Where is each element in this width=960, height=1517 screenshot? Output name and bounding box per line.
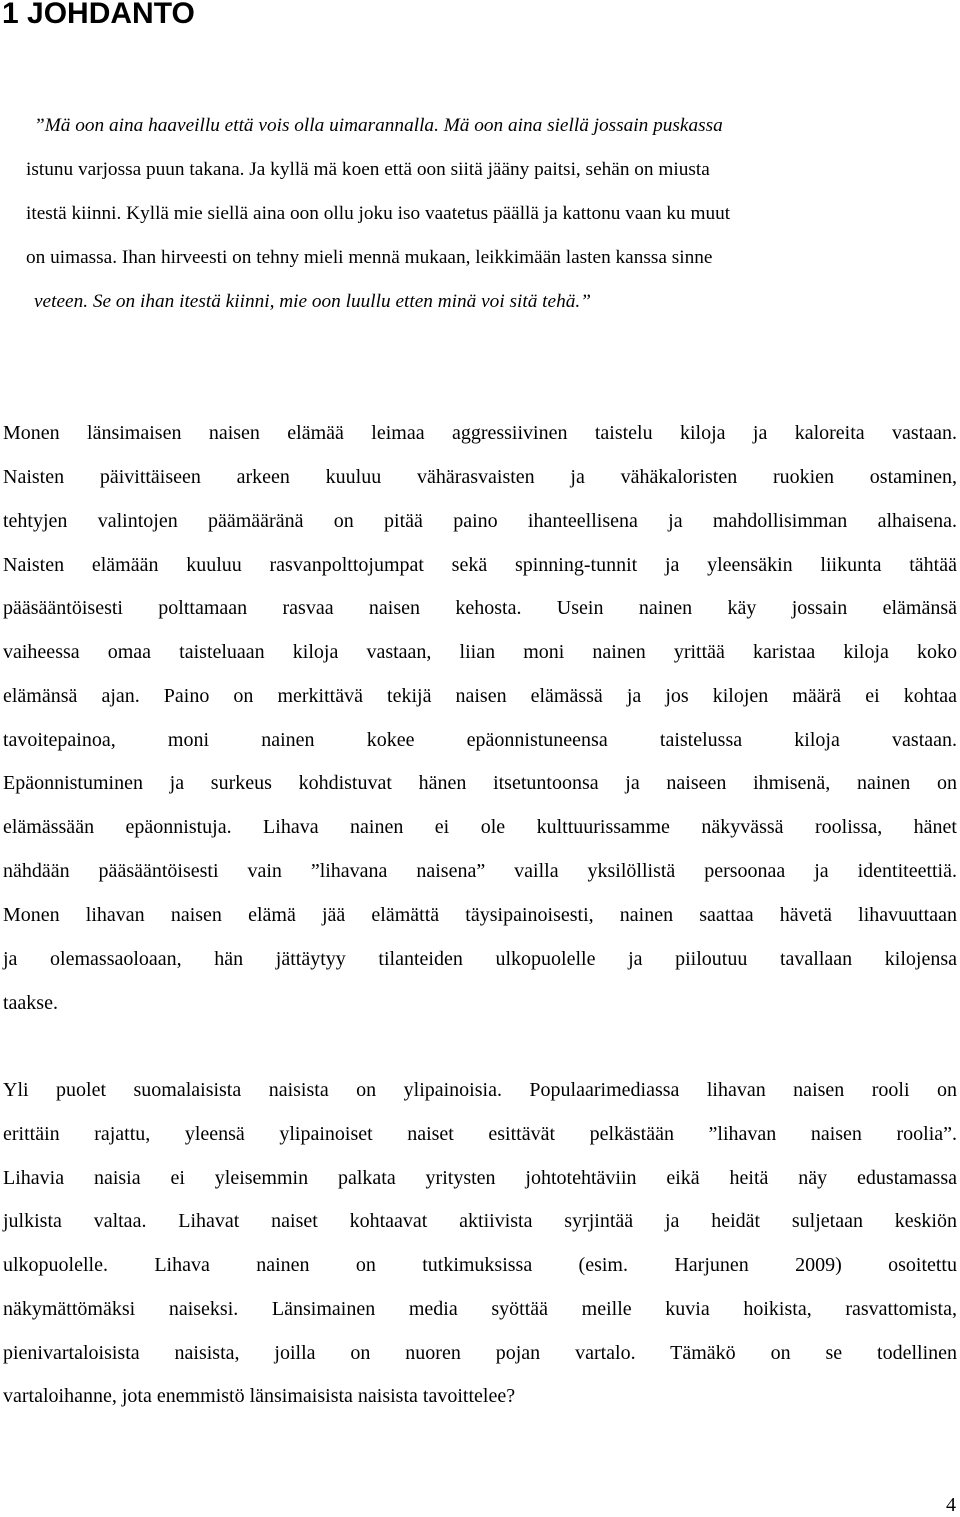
paragraph-line: näkymättömäksi naiseksi. Länsimainen media syöttää meille kuvia hoikista, rasvattomista, bbox=[3, 1298, 957, 1320]
paragraph-line: nähdään pääsääntöisesti vain ”lihavana naisena” vailla yksilöllistä persoonaa ja identiteettiä. bbox=[3, 860, 957, 882]
paragraph-line: elämänsä ajan. Paino on merkittävä tekijä naisen elämässä ja jos kilojen määrä ei kohtaa bbox=[3, 685, 957, 707]
paragraph-line: Naisten elämään kuuluu rasvanpolttojumpat sekä spinning-tunnit ja yleensäkin liikunta tähtää bbox=[3, 554, 957, 576]
page-number: 4 bbox=[946, 1494, 956, 1516]
paragraph-line: ja olemassaoloaan, hän jättäytyy tilanteiden ulkopuolelle ja piiloutuu tavallaan kilojensa bbox=[3, 948, 957, 970]
quote-line: istunu varjossa puun takana. Ja kyllä mä koen että oon siitä jääny paitsi, sehän on miusta bbox=[26, 159, 710, 180]
quote-line: itestä kiinni. Kyllä mie siellä aina oon ollu joku iso vaatetus päällä ja kattonu vaan ku muut bbox=[26, 203, 731, 224]
quote-line: veteen. Se on ihan itestä kiinni, mie oon luullu etten minä voi sitä tehä.” bbox=[34, 291, 591, 312]
quote-line: ”Mä oon aina haaveillu että vois olla uimarannalla. Mä oon aina siellä jossain puskassa bbox=[34, 115, 723, 136]
paragraph-line: elämässään epäonnistuja. Lihava nainen ei ole kulttuurissamme näkyvässä roolissa, hänet bbox=[3, 816, 957, 838]
paragraph-line: tehtyjen valintojen päämääränä on pitää paino ihanteellisena ja mahdollisimman alhaisena. bbox=[3, 510, 957, 532]
paragraph-line: pääsääntöisesti polttamaan rasvaa naisen kehosta. Usein nainen käy jossain elämänsä bbox=[3, 597, 957, 619]
paragraph-line: Yli puolet suomalaisista naisista on ylipainoisia. Populaarimediassa lihavan naisen rooli on bbox=[3, 1079, 957, 1101]
paragraph-line: vaiheessa omaa taisteluaan kiloja vastaan, liian moni nainen yrittää karistaa kiloja koko bbox=[3, 641, 957, 663]
paragraph-line: Monen lihavan naisen elämä jää elämättä täysipainoisesti, nainen saattaa hävetä lihavuuttaan bbox=[3, 904, 957, 926]
paragraph-line: vartaloihanne, jota enemmistö länsimaisista naisista tavoittelee? bbox=[3, 1385, 516, 1407]
paragraph-line: Epäonnistuminen ja surkeus kohdistuvat hänen itsetuntoonsa ja naiseen ihmisenä, nainen on bbox=[3, 772, 957, 794]
quote-line: on uimassa. Ihan hirveesti on tehny mieli mennä mukaan, leikkimään lasten kanssa sinne bbox=[26, 247, 713, 268]
paragraph-line: Monen länsimaisen naisen elämää leimaa aggressiivinen taistelu kiloja ja kaloreita vastaan. bbox=[3, 422, 957, 444]
paragraph-line: Naisten päivittäiseen arkeen kuuluu vähärasvaisten ja vähäkaloristen ruokien ostaminen, bbox=[3, 466, 957, 488]
paragraph-line: julkista valtaa. Lihavat naiset kohtaavat aktiivista syrjintää ja heidät suljetaan keskiön bbox=[3, 1210, 957, 1232]
paragraph-line: tavoitepainoa, moni nainen kokee epäonnistuneensa taistelussa kiloja vastaan. bbox=[3, 729, 957, 751]
paragraph-line: pienivartaloisista naisista, joilla on nuoren pojan vartalo. Tämäkö on se todellinen bbox=[3, 1342, 957, 1364]
paragraph-line: taakse. bbox=[3, 992, 58, 1014]
paragraph-line: erittäin rajattu, yleensä ylipainoiset naiset esittävät pelkästään ”lihavan naisen roolia”. bbox=[3, 1123, 957, 1145]
paragraph-line: ulkopuolelle. Lihava nainen on tutkimuksissa (esim. Harjunen 2009) osoitettu bbox=[3, 1254, 957, 1276]
chapter-heading: 1 JOHDANTO bbox=[2, 0, 195, 30]
paragraph-line: Lihavia naisia ei yleisemmin palkata yritysten johtotehtäviin eikä heitä näy edustamassa bbox=[3, 1167, 957, 1189]
